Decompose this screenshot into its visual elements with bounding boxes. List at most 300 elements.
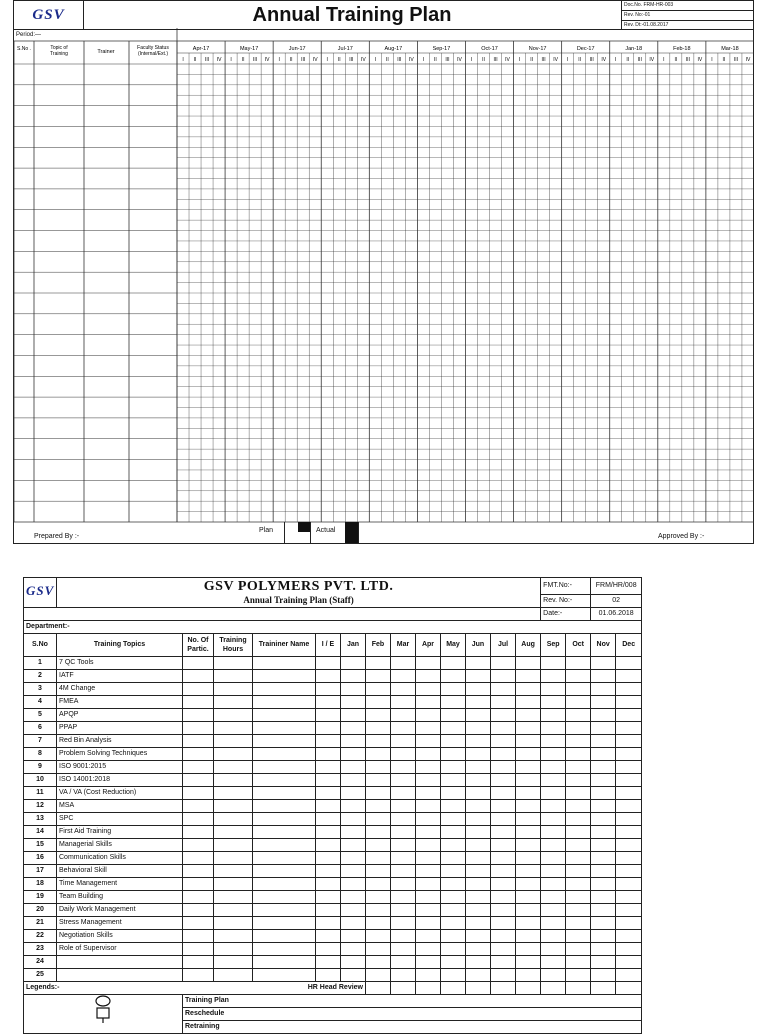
topic-header: Topic of <box>50 45 68 51</box>
schedule-cell <box>214 851 253 864</box>
schedule-cell <box>416 786 441 799</box>
schedule-cell <box>391 916 416 929</box>
table-row <box>24 773 642 786</box>
month-label: Mar-18 <box>721 46 739 52</box>
schedule-cell <box>391 877 416 890</box>
schedule-cell <box>253 734 316 747</box>
schedule-cell <box>366 903 391 916</box>
schedule-cell <box>566 669 591 682</box>
row-topic: PPAP <box>57 721 183 734</box>
actual-legend-label: Actual <box>316 527 336 534</box>
schedule-cell <box>214 708 253 721</box>
schedule-cell <box>516 786 541 799</box>
quarter-label: II <box>530 57 533 63</box>
schedule-cell <box>466 851 491 864</box>
quarter-label: IV <box>264 57 270 63</box>
actual-legend-swatch <box>345 522 358 543</box>
topic-header-line2: Training <box>50 51 68 57</box>
schedule-cell <box>316 916 341 929</box>
schedule-cell <box>183 825 214 838</box>
schedule-cell <box>591 890 616 903</box>
schedule-cell <box>466 877 491 890</box>
schedule-cell <box>591 916 616 929</box>
schedule-cell <box>253 812 316 825</box>
schedule-cell <box>253 669 316 682</box>
schedule-cell <box>591 799 616 812</box>
row-sno: 25 <box>24 968 57 981</box>
schedule-cell <box>491 786 516 799</box>
sno-header: S.No . <box>17 46 31 52</box>
schedule-cell <box>214 955 253 968</box>
schedule-cell <box>214 799 253 812</box>
quarter-label: II <box>578 57 582 63</box>
schedule-cell <box>183 903 214 916</box>
schedule-cell <box>183 864 214 877</box>
schedule-cell <box>516 851 541 864</box>
schedule-cell <box>316 682 341 695</box>
review-cell <box>616 981 642 994</box>
row-sno: 4 <box>24 695 57 708</box>
schedule-cell <box>341 695 366 708</box>
schedule-cell <box>466 734 491 747</box>
review-cell <box>516 981 541 994</box>
quarter-label: III <box>541 57 546 63</box>
row-topic: VA / VA (Cost Reduction) <box>57 786 183 799</box>
schedule-cell <box>491 773 516 786</box>
schedule-cell <box>391 708 416 721</box>
row-topic: 7 QC Tools <box>57 656 183 669</box>
schedule-cell <box>341 968 366 981</box>
schedule-cell <box>541 812 566 825</box>
schedule-cell <box>391 734 416 747</box>
schedule-cell <box>441 786 466 799</box>
schedule-cell <box>391 838 416 851</box>
schedule-cell <box>391 929 416 942</box>
row-sno: 23 <box>24 942 57 955</box>
schedule-cell <box>341 851 366 864</box>
row-topic: Managerial Skills <box>57 838 183 851</box>
schedule-cell <box>366 799 391 812</box>
schedule-cell <box>466 695 491 708</box>
row-topic: Communication Skills <box>57 851 183 864</box>
title-spacer <box>24 607 541 620</box>
schedule-cell <box>541 682 566 695</box>
schedule-cell <box>541 877 566 890</box>
schedule-cell <box>253 955 316 968</box>
schedule-cell <box>391 903 416 916</box>
schedule-cell <box>441 760 466 773</box>
month-label: Jun-17 <box>288 46 306 52</box>
ie-header: I / E <box>316 633 341 656</box>
quarter-label: IV <box>553 57 558 63</box>
table-row <box>24 955 642 968</box>
schedule-cell <box>616 825 642 838</box>
schedule-cell <box>541 825 566 838</box>
schedule-cell <box>341 955 366 968</box>
table-row <box>24 825 642 838</box>
schedule-cell <box>491 669 516 682</box>
schedule-cell <box>441 942 466 955</box>
schedule-cell <box>616 721 642 734</box>
schedule-cell <box>566 903 591 916</box>
schedule-cell <box>416 721 441 734</box>
quarter-label: II <box>385 57 389 63</box>
schedule-cell <box>183 812 214 825</box>
schedule-cell <box>183 942 214 955</box>
review-cell <box>541 981 566 994</box>
schedule-cell <box>566 656 591 669</box>
schedule-cell <box>491 708 516 721</box>
row-sno: 6 <box>24 721 57 734</box>
schedule-cell <box>616 786 642 799</box>
fmt-no-value: FRM/HR/008 <box>591 578 642 595</box>
schedule-cell <box>516 799 541 812</box>
schedule-cell <box>183 851 214 864</box>
schedule-cell <box>491 877 516 890</box>
schedule-cell <box>183 838 214 851</box>
schedule-cell <box>591 760 616 773</box>
table-row <box>24 877 642 890</box>
schedule-cell <box>391 851 416 864</box>
schedule-cell <box>316 942 341 955</box>
schedule-cell <box>491 916 516 929</box>
schedule-cell <box>391 656 416 669</box>
schedule-cell <box>416 734 441 747</box>
schedule-cell <box>566 721 591 734</box>
schedule-cell <box>253 773 316 786</box>
schedule-cell <box>316 877 341 890</box>
schedule-cell <box>341 812 366 825</box>
month-label: Aug-17 <box>384 46 403 52</box>
quarter-label: IV <box>409 57 414 63</box>
schedule-cell <box>214 890 253 903</box>
row-sno: 17 <box>24 864 57 877</box>
schedule-cell <box>541 916 566 929</box>
schedule-cell <box>541 708 566 721</box>
table-row <box>24 708 642 721</box>
schedule-cell <box>541 786 566 799</box>
schedule-cell <box>183 773 214 786</box>
row-sno: 10 <box>24 773 57 786</box>
schedule-cell <box>441 812 466 825</box>
row-sno: 7 <box>24 734 57 747</box>
schedule-cell <box>466 799 491 812</box>
schedule-cell <box>591 864 616 877</box>
schedule-cell <box>366 851 391 864</box>
schedule-cell <box>466 825 491 838</box>
schedule-cell <box>491 838 516 851</box>
schedule-cell <box>214 864 253 877</box>
row-topic: APQP <box>57 708 183 721</box>
schedule-cell <box>466 747 491 760</box>
schedule-cell <box>466 916 491 929</box>
schedule-cell <box>316 708 341 721</box>
schedule-cell <box>366 955 391 968</box>
schedule-cell <box>541 864 566 877</box>
row-topic: Team Building <box>57 890 183 903</box>
schedule-cell <box>366 773 391 786</box>
quarter-label: IV <box>457 57 462 63</box>
schedule-cell <box>591 786 616 799</box>
schedule-cell <box>566 747 591 760</box>
schedule-cell <box>441 799 466 812</box>
schedule-cell <box>416 760 441 773</box>
schedule-cell <box>516 669 541 682</box>
schedule-cell <box>341 721 366 734</box>
quarter-label: I <box>711 57 713 63</box>
schedule-cell <box>466 682 491 695</box>
document-info <box>621 1 754 29</box>
schedule-cell <box>214 786 253 799</box>
month-header: Oct <box>566 633 591 656</box>
form-footer <box>14 522 753 543</box>
schedule-cell <box>253 968 316 981</box>
month-label: Jul-17 <box>337 46 353 52</box>
schedule-cell <box>466 942 491 955</box>
schedule-cell <box>214 773 253 786</box>
schedule-cell <box>316 786 341 799</box>
schedule-cell <box>253 682 316 695</box>
quarter-label: III <box>397 57 402 63</box>
schedule-cell <box>341 942 366 955</box>
schedule-cell <box>316 721 341 734</box>
table-row <box>24 695 642 708</box>
schedule-cell <box>214 825 253 838</box>
schedule-cell <box>416 890 441 903</box>
schedule-cell <box>441 669 466 682</box>
schedule-cell <box>441 734 466 747</box>
schedule-cell <box>416 695 441 708</box>
schedule-cell <box>591 955 616 968</box>
schedule-cell <box>616 942 642 955</box>
table-row <box>24 929 642 942</box>
quarter-label: I <box>422 57 425 63</box>
schedule-cell <box>416 864 441 877</box>
schedule-cell <box>316 812 341 825</box>
row-sno: 14 <box>24 825 57 838</box>
sno-header: S.No <box>24 633 57 656</box>
schedule-cell <box>366 708 391 721</box>
legend-item-label: Training Plan <box>183 994 642 1007</box>
schedule-cell <box>391 890 416 903</box>
schedule-cell <box>253 760 316 773</box>
table-row <box>24 721 642 734</box>
schedule-cell <box>183 916 214 929</box>
schedule-cell <box>466 656 491 669</box>
schedule-cell <box>253 877 316 890</box>
schedule-cell <box>466 968 491 981</box>
schedule-cell <box>566 708 591 721</box>
schedule-cell <box>516 916 541 929</box>
row-sno: 5 <box>24 708 57 721</box>
month-header: May <box>441 633 466 656</box>
quarter-label: IV <box>745 57 751 63</box>
schedule-cell <box>366 877 391 890</box>
schedule-cell <box>183 695 214 708</box>
schedule-cell <box>366 721 391 734</box>
schedule-cell <box>541 773 566 786</box>
schedule-cell <box>491 747 516 760</box>
schedule-cell <box>316 838 341 851</box>
topics-header: Training Topics <box>57 633 183 656</box>
schedule-cell <box>441 903 466 916</box>
schedule-cell <box>441 955 466 968</box>
schedule-cell <box>591 942 616 955</box>
schedule-cell <box>466 721 491 734</box>
schedule-cell <box>516 734 541 747</box>
quarter-label: II <box>241 57 245 63</box>
schedule-cell <box>441 682 466 695</box>
schedule-cell <box>416 669 441 682</box>
schedule-cell <box>341 864 366 877</box>
schedule-cell <box>566 734 591 747</box>
table-row <box>24 890 642 903</box>
schedule-cell <box>491 890 516 903</box>
schedule-cell <box>616 669 642 682</box>
schedule-cell <box>541 656 566 669</box>
table-row <box>24 786 642 799</box>
schedule-cell <box>214 916 253 929</box>
row-topic: ISO 14001:2018 <box>57 773 183 786</box>
quarter-label: IV <box>649 57 655 63</box>
schedule-cell <box>516 721 541 734</box>
schedule-cell <box>214 968 253 981</box>
table-row <box>24 916 642 929</box>
quarter-label: I <box>518 57 521 63</box>
schedule-cell <box>491 734 516 747</box>
schedule-cell <box>441 695 466 708</box>
hours-header: Training Hours <box>214 633 253 656</box>
schedule-cell <box>541 734 566 747</box>
schedule-cell <box>491 825 516 838</box>
schedule-cell <box>391 695 416 708</box>
schedule-cell <box>441 773 466 786</box>
row-topic: Problem Solving Techniques <box>57 747 183 760</box>
schedule-cell <box>416 916 441 929</box>
schedule-cell <box>566 786 591 799</box>
row-sno: 15 <box>24 838 57 851</box>
schedule-cell <box>516 747 541 760</box>
schedule-cell <box>183 760 214 773</box>
footer-divider <box>358 522 359 543</box>
schedule-cell <box>566 825 591 838</box>
table-row <box>24 968 642 981</box>
schedule-cell <box>253 656 316 669</box>
schedule-cell <box>566 773 591 786</box>
schedule-cell <box>491 760 516 773</box>
schedule-cell <box>214 734 253 747</box>
schedule-cell <box>341 838 366 851</box>
schedule-cell <box>253 695 316 708</box>
schedule-cell <box>341 825 366 838</box>
schedule-cell <box>466 903 491 916</box>
schedule-cell <box>516 864 541 877</box>
review-cell <box>591 981 616 994</box>
row-topic <box>57 968 183 981</box>
schedule-cell <box>566 929 591 942</box>
table-row <box>24 656 642 669</box>
schedule-cell <box>466 838 491 851</box>
legend-item-row <box>24 994 642 1007</box>
schedule-cell <box>616 916 642 929</box>
date-label: Date:- <box>541 607 591 620</box>
month-label: May-17 <box>239 46 259 52</box>
row-topic: Stress Management <box>57 916 183 929</box>
schedule-cell <box>391 955 416 968</box>
month-label: Feb-18 <box>673 46 691 52</box>
row-sno: 12 <box>24 799 57 812</box>
schedule-cell <box>391 942 416 955</box>
schedule-cell <box>253 747 316 760</box>
schedule-cell <box>416 929 441 942</box>
quarter-label: III <box>204 57 210 63</box>
schedule-cell <box>491 851 516 864</box>
schedule-cell <box>566 877 591 890</box>
schedule-cell <box>341 799 366 812</box>
schedule-cell <box>516 929 541 942</box>
schedule-cell <box>316 825 341 838</box>
schedule-cell <box>466 773 491 786</box>
month-header: Dec <box>616 633 642 656</box>
schedule-cell <box>441 747 466 760</box>
review-cell <box>441 981 466 994</box>
schedule-cell <box>616 838 642 851</box>
quarter-label: III <box>685 57 690 63</box>
month-label: Apr-17 <box>192 46 210 52</box>
schedule-cell <box>391 864 416 877</box>
table-row <box>24 760 642 773</box>
table-row <box>24 942 642 955</box>
schedule-cell <box>416 708 441 721</box>
quarter-label: I <box>326 57 328 63</box>
rev-no-value: 02 <box>591 594 642 607</box>
schedule-cell <box>366 838 391 851</box>
schedule-cell <box>214 877 253 890</box>
schedule-cell <box>616 734 642 747</box>
schedule-cell <box>491 812 516 825</box>
review-cell <box>391 981 416 994</box>
schedule-cell <box>341 747 366 760</box>
schedule-cell <box>541 838 566 851</box>
month-header: Jan <box>341 633 366 656</box>
month-header: Jul <box>491 633 516 656</box>
schedule-cell <box>366 916 391 929</box>
table-row <box>24 838 642 851</box>
schedule-cell <box>466 812 491 825</box>
schedule-cell <box>616 708 642 721</box>
quarter-label: II <box>193 57 197 63</box>
schedule-cell <box>516 942 541 955</box>
schedule-cell <box>391 669 416 682</box>
schedule-cell <box>341 786 366 799</box>
logo-text: GSV <box>26 583 55 599</box>
legends-row <box>24 981 642 994</box>
schedule-cell <box>183 734 214 747</box>
plan-legend-frame <box>298 522 311 543</box>
schedule-cell <box>616 773 642 786</box>
schedule-cell <box>253 903 316 916</box>
schedule-cell <box>491 942 516 955</box>
schedule-cell <box>416 877 441 890</box>
table-row <box>24 799 642 812</box>
row-sno: 18 <box>24 877 57 890</box>
schedule-cell <box>516 903 541 916</box>
quarter-label: III <box>301 57 306 63</box>
quarter-label: I <box>374 57 377 63</box>
row-topic: Daily Work Management <box>57 903 183 916</box>
schedule-cell <box>253 890 316 903</box>
row-sno: 3 <box>24 682 57 695</box>
